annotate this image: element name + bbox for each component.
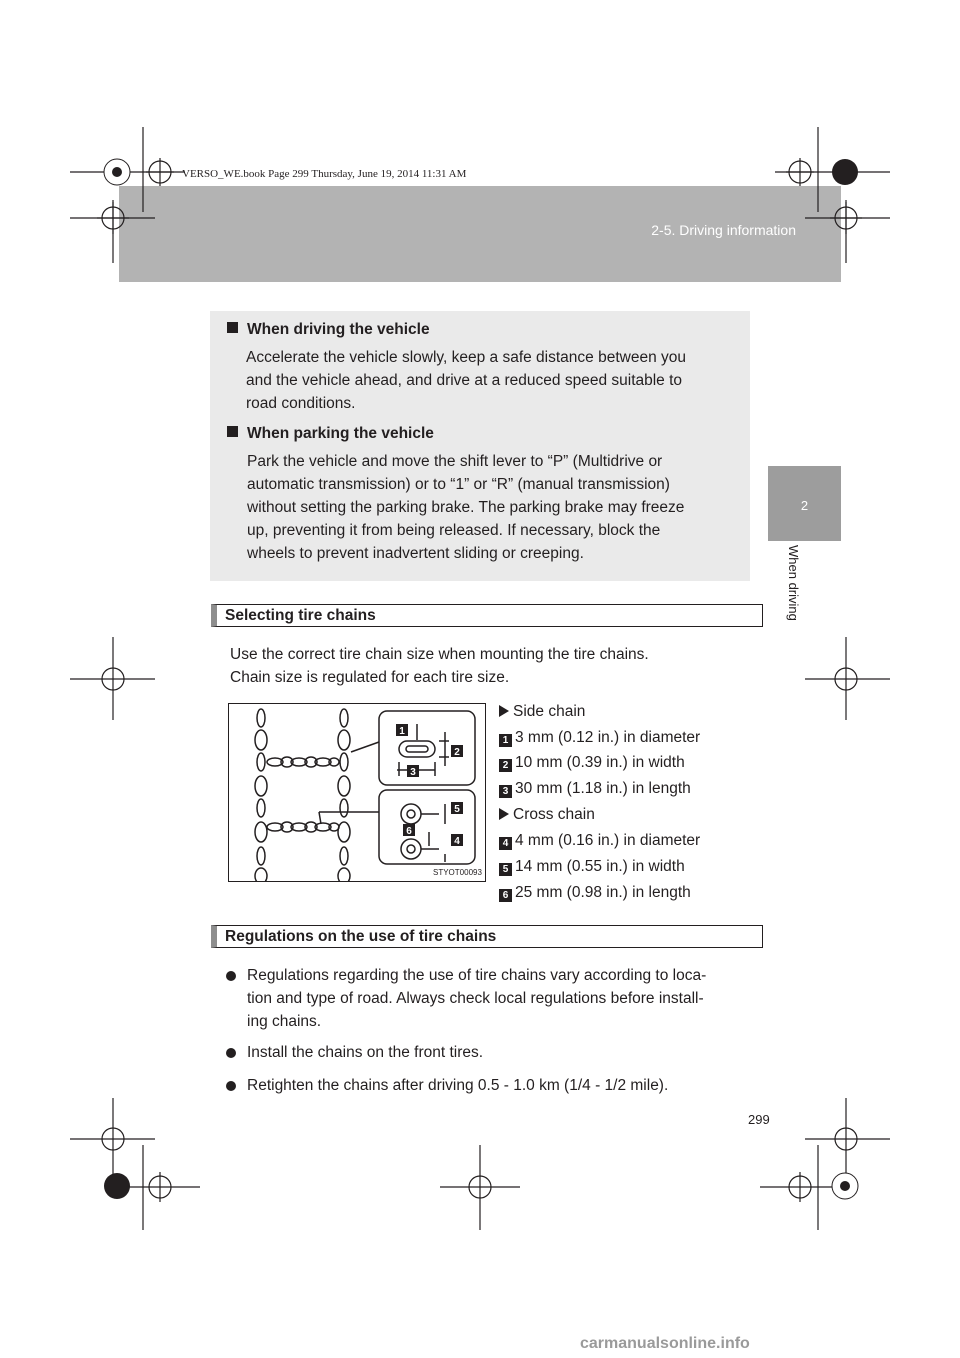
side-chain-heading: Side chain (499, 703, 585, 721)
page-number: 299 (748, 1112, 770, 1127)
bullet-icon (226, 1048, 236, 1058)
chapter-label: When driving (786, 545, 801, 621)
triangle-pointer-icon (499, 705, 509, 717)
triangle-pointer-icon (499, 808, 509, 820)
spec-item: 1 3 mm (0.12 in.) in diameter (499, 729, 700, 747)
chapter-number: 2 (800, 498, 809, 513)
spec-item: 5 14 mm (0.55 in.) in width (499, 858, 685, 876)
print-stamp: VERSO_WE.book Page 299 Thursday, June 19, 2014 11:31 AM (177, 166, 471, 183)
square-bullet-icon (227, 322, 238, 333)
section-title: 2-5. Driving information (651, 222, 796, 238)
info-text-driving: Accelerate the vehicle slowly, keep a safe distance between you and the vehicle ahead, and drive at a reduced speed suitable to road conditions. (246, 349, 686, 412)
watermark: carmanualsonline.info (580, 1335, 750, 1352)
svg-text:1: 1 (399, 726, 405, 737)
tire-chain-figure (228, 703, 486, 882)
svg-text:4: 4 (454, 836, 460, 847)
svg-text:5: 5 (454, 804, 460, 815)
cross-chain-heading: Cross chain (499, 806, 595, 824)
bullet-icon (226, 1081, 236, 1091)
selecting-intro-2: Chain size is regulated for each tire size. (230, 669, 510, 686)
bullet-item: Regulations regarding the use of tire chains vary according to loca- tion and type of road. Always check local regulations before install- ing chains. (226, 964, 756, 1033)
square-bullet-icon (227, 426, 238, 437)
section-heading-regulations: Regulations on the use of tire chains (211, 925, 763, 948)
svg-text:6: 6 (406, 826, 412, 837)
info-text-parking: Park the vehicle and move the shift lever to “P” (Multidrive or automatic transmission) or to “1” or “R” (manual transmission) without setting the parking brake. The parking brake may freeze up, preventing it from being released. If necessary, block the wheels to prevent inadvertent sliding or creeping. (247, 453, 685, 562)
info-heading-driving: When driving the vehicle (227, 321, 430, 339)
spec-item: 2 10 mm (0.39 in.) in width (499, 754, 685, 772)
right-side-chain (338, 709, 350, 881)
cross-chain-upper (267, 757, 339, 767)
spec-item: 3 30 mm (1.18 in.) in length (499, 780, 691, 798)
figure-code: STYOT00093 (433, 868, 482, 877)
selecting-intro-1: Use the correct tire chain size when mounting the tire chains. (230, 646, 649, 663)
spec-item: 4 4 mm (0.16 in.) in diameter (499, 832, 700, 850)
section-heading-selecting: Selecting tire chains (211, 604, 763, 627)
cross-chain-lower (267, 822, 339, 832)
number-3-icon: 3 (499, 785, 512, 798)
svg-text:2: 2 (454, 747, 460, 758)
number-4-icon: 4 (499, 837, 512, 850)
info-heading-parking: When parking the vehicle (227, 425, 434, 443)
number-6-icon: 6 (499, 889, 512, 902)
bullet-item: Install the chains on the front tires. (226, 1041, 756, 1064)
info-box (210, 311, 750, 581)
left-side-chain (255, 709, 267, 881)
svg-text:3: 3 (410, 767, 416, 778)
bullet-icon (226, 971, 236, 981)
spec-item: 6 25 mm (0.98 in.) in length (499, 884, 691, 902)
tire-chain-illustration (229, 704, 485, 881)
number-5-icon: 5 (499, 863, 512, 876)
number-1-icon: 1 (499, 734, 512, 747)
number-2-icon: 2 (499, 759, 512, 772)
bullet-item: Retighten the chains after driving 0.5 - 1.0 km (1/4 - 1/2 mile). (226, 1074, 756, 1097)
